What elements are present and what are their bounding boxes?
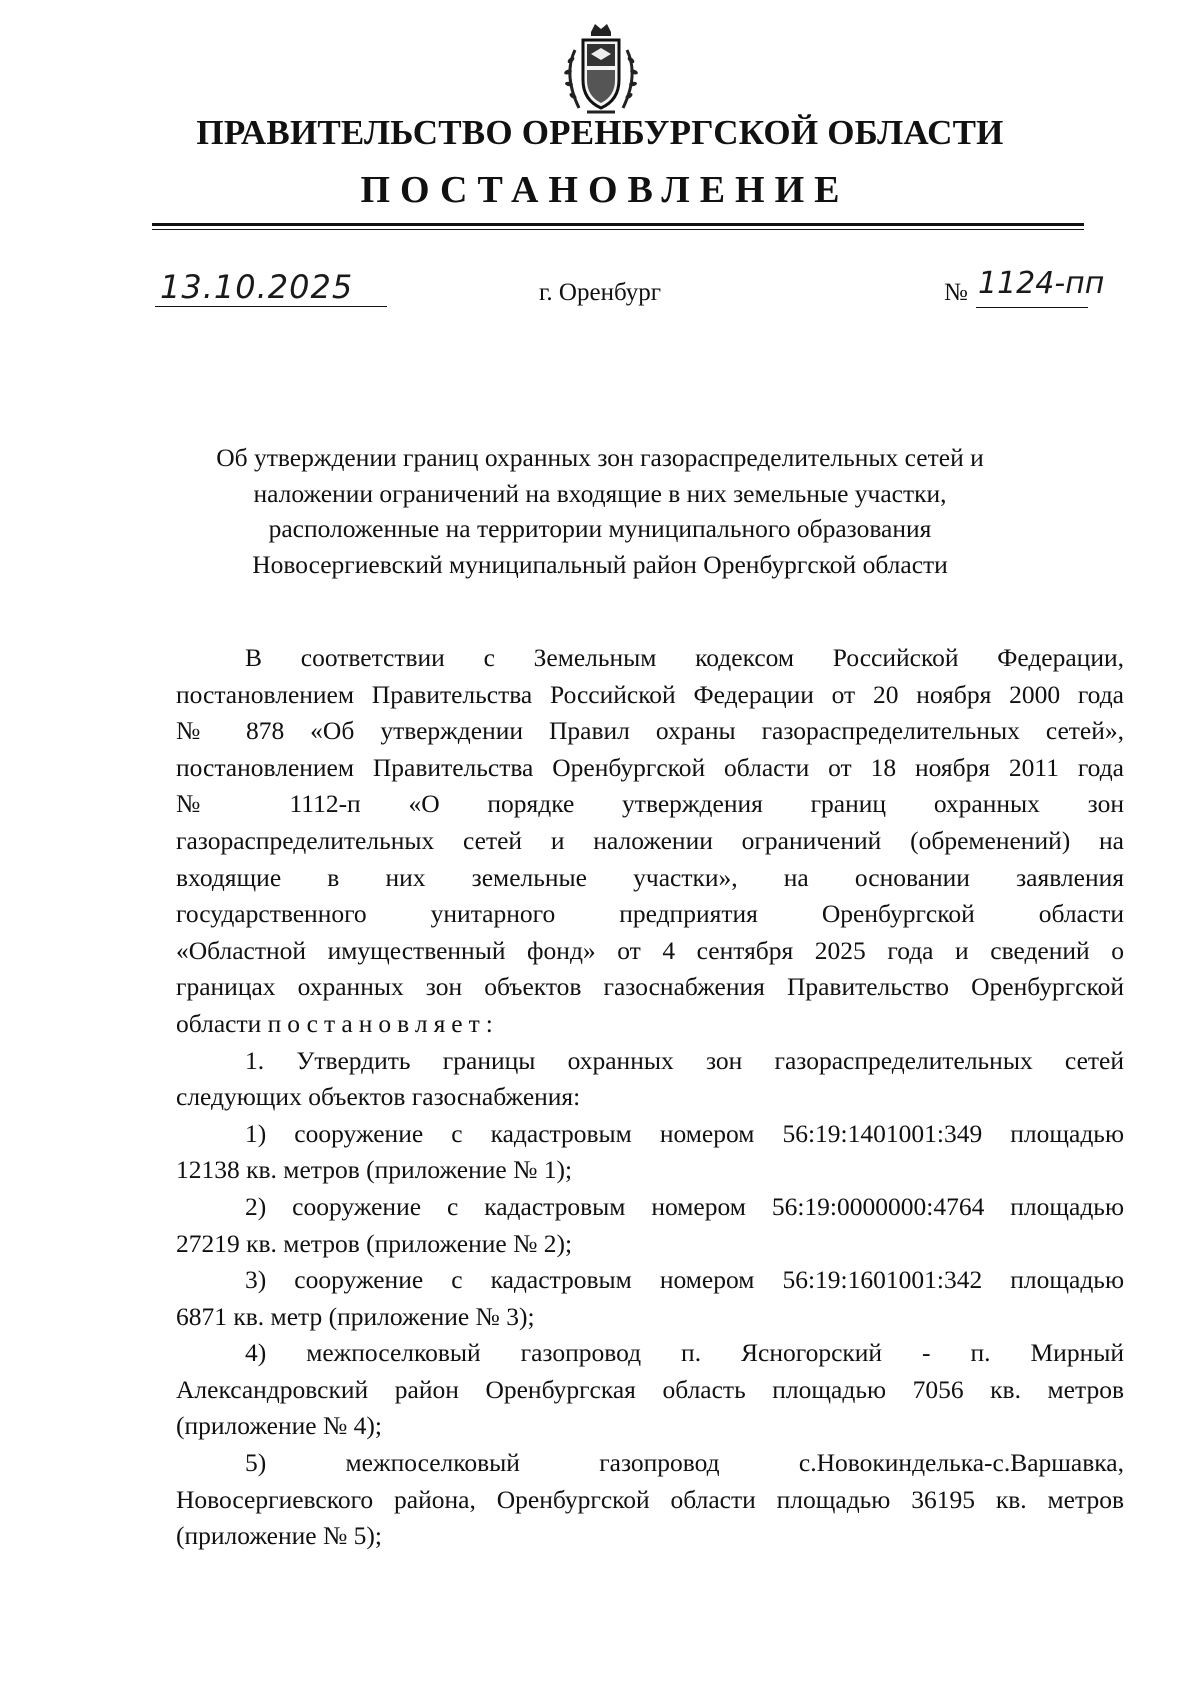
document-title (150, 440, 1050, 582)
subitem-line: 6871 кв. метр (приложение № 3); (176, 1301, 535, 1331)
body-line: В соответствии с Земельным кодексом Российской Федерации, (245, 643, 1124, 672)
title-line: расположенные на территории муниципального образования (268, 514, 932, 543)
body-line: государственного унитарного предприятия Оренбургской области (176, 899, 1124, 929)
subitem-line: 27219 кв. метров (приложение № 2); (176, 1228, 573, 1258)
body-line: № 1112-п «О порядке утверждения границ охранных зон (176, 789, 1124, 819)
subitem-line: 5) межпоселковый газопровод с.Новокинделька-с.Варшавка, (245, 1448, 1124, 1478)
header-rule-thin (152, 229, 1084, 230)
document-city: г. Оренбург (539, 279, 661, 306)
subitem-line: 2) сооружение с кадастровым номером 56:19:0000000:4764 площадью (245, 1191, 1124, 1221)
subitem-line: 3) сооружение с кадастровым номером 56:19:1601001:342 площадью (245, 1265, 1124, 1295)
subitem-line: 12138 кв. метров (приложение № 1); (176, 1155, 573, 1185)
body-line: границах охранных зон объектов газоснабжения Правительство Оренбургской (176, 972, 1124, 1002)
body-line: постановлением Правительства Оренбургской области от 18 ноября 2011 года (176, 752, 1124, 782)
document-type: ПОСТАНОВЛЕНИЕ (360, 169, 850, 211)
organization-name: ПРАВИТЕЛЬСТВО ОРЕНБУРГСКОЙ ОБЛАСТИ (196, 113, 1004, 152)
resolves-word: постановляет: (267, 1008, 499, 1038)
title-line: Об утверждении границ охранных зон газораспределительных сетей и (216, 443, 984, 472)
document-number: 1124-пп (978, 266, 1105, 301)
title-line: наложении ограничений на входящие в них земельные участки, (253, 478, 947, 508)
item-line: 1. Утвердить границы охранных зон газораспределительных сетей (245, 1045, 1124, 1075)
number-label: № (944, 279, 968, 306)
subitem-line: Новосергиевского района, Оренбургской области площадью 36195 кв. метров (176, 1484, 1124, 1514)
body-line-resolves (176, 1006, 1124, 1043)
body-line: «Областной имущественный фонд» от 4 сентября 2025 года и сведений о (176, 935, 1124, 965)
subitem-line: 1) сооружение с кадастровым номером 56:19:1401001:349 площадью (245, 1118, 1124, 1148)
body-line: № 878 «Об утверждении Правил охраны газораспределительных сетей», (176, 716, 1124, 746)
document-date: 13.10.2025 (160, 268, 354, 306)
body-line: газораспределительных сетей и наложении ограничений (обременений) на (176, 825, 1124, 855)
title-line: Новосергиевский муниципальный район Оренбургской области (252, 549, 948, 579)
document-body (176, 640, 1124, 1555)
resolves-prefix: области (176, 1008, 262, 1038)
coat-of-arms-emblem (553, 20, 649, 120)
item-line: следующих объектов газоснабжения: (176, 1082, 581, 1112)
number-underline (976, 307, 1088, 308)
body-line: входящие в них земельные участки», на основании заявления (176, 862, 1124, 892)
subitem-line: Александровский район Оренбургская область площадью 7056 кв. метров (176, 1374, 1124, 1404)
body-line: постановлением Правительства Российской Федерации от 20 ноября 2000 года (176, 679, 1124, 709)
header-rule-thick (152, 223, 1084, 226)
subitem-line: (приложение № 5); (176, 1521, 382, 1551)
subitem-line: 4) межпоселковый газопровод п. Ясногорский - п. Мирный (245, 1338, 1124, 1368)
subitem-line: (приложение № 4); (176, 1411, 382, 1441)
